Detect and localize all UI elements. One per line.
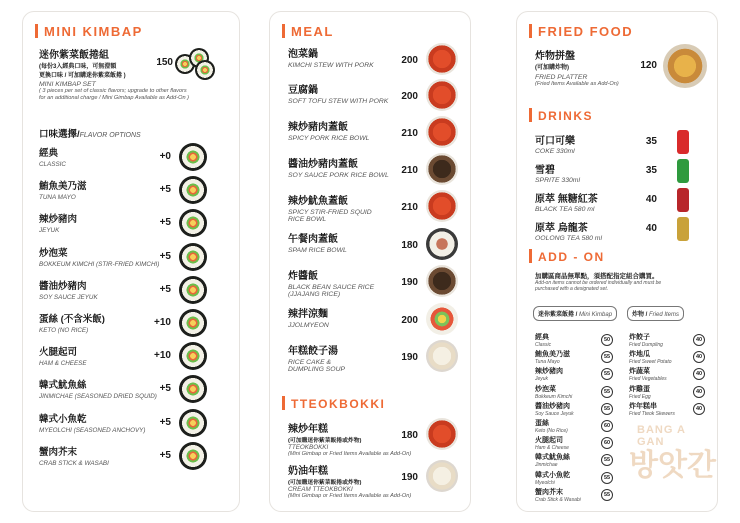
drinks-title: DRINKS — [529, 108, 593, 123]
watermark-en: BANG A GAN — [637, 424, 686, 448]
kimbap-roll-image — [179, 176, 207, 204]
meal-image — [426, 153, 458, 185]
add-on-fried-item — [629, 349, 672, 365]
meal-item — [288, 342, 345, 373]
flavor-en: JINMICHAE (SEASONED DRIED SQUID) — [39, 393, 157, 401]
kimbap-set-sub2: 更換口味 / 可加購迷你紫菜飯捲 ) — [39, 73, 126, 79]
meal-item — [288, 118, 369, 142]
drink-can-image — [677, 159, 689, 183]
flavor-item — [39, 411, 145, 434]
meal-title: MEAL — [282, 24, 334, 39]
drink-name: 原萃 烏龍茶 — [535, 223, 588, 234]
meal-name: 辣炒魷魚蓋飯 — [288, 196, 348, 207]
add-on-fried-box: 炸物 / Fried Items — [627, 306, 684, 321]
flavor-price: +5 — [159, 283, 171, 295]
flavor-item — [39, 344, 87, 367]
add-on-fried-price: 40 — [693, 386, 705, 398]
flavor-price: +5 — [159, 416, 171, 428]
add-on-kimbap-en: Ham & Cheese — [535, 445, 569, 452]
meal-en: SPAM RICE BOWL — [288, 247, 347, 254]
add-on-fried-item — [629, 384, 651, 400]
kimbap-roll-image — [179, 276, 207, 304]
add-on-fried-name: 炸餃子 — [629, 334, 650, 341]
add-on-fried-name: 炸年糕串 — [629, 402, 657, 410]
meal-price: 210 — [401, 165, 418, 176]
add-on-kimbap-item — [535, 401, 574, 417]
add-on-kimbap-item — [535, 366, 563, 382]
add-on-kimbap-price: 55 — [601, 386, 613, 398]
meal-image — [426, 265, 458, 297]
add-on-kimbap-price: 60 — [601, 420, 613, 432]
flavor-en: MYEOLCHI (SEASONED ANCHOVY) — [39, 426, 146, 434]
drink-name: 原萃 無糖紅茶 — [535, 194, 598, 205]
tteokbokki-en: TTEOKBOKKI — [288, 444, 329, 451]
meal-name: 午餐肉蓋飯 — [288, 234, 338, 245]
add-on-fried-name: 炸蔬菜 — [629, 368, 650, 376]
drink-item — [535, 190, 598, 213]
flavor-name: 火腿起司 — [39, 347, 78, 359]
tteokbokki-sub: (可加購迷你紫菜飯捲或炸物) — [288, 438, 362, 444]
flavor-item — [39, 311, 105, 334]
meal-price: 180 — [401, 240, 418, 251]
meal-price: 210 — [401, 202, 418, 213]
meal-name: 醬油炒豬肉蓋飯 — [288, 159, 358, 170]
add-on-kimbap-price: 55 — [601, 368, 613, 380]
meal-item — [288, 45, 374, 69]
meal-price: 190 — [401, 277, 418, 288]
add-on-kimbap-price: 55 — [601, 489, 613, 501]
flavor-price: +5 — [159, 383, 171, 395]
meal-name: 炸醬飯 — [288, 271, 318, 282]
meal-image — [426, 43, 458, 75]
flavor-name: 韓式魷魚絲 — [39, 380, 87, 392]
meal-price: 200 — [401, 91, 418, 102]
meal-en: BLACK BEAN SAUCE RICE — [288, 284, 375, 291]
tteokbokki-image — [426, 460, 458, 492]
kimbap-set-en-sub2: for an additional charge / Mini Gimbap Available as Add-On ) — [39, 95, 189, 101]
meal-name: 泡菜鍋 — [288, 49, 318, 60]
fried-platter-en: FRIED PLATTER — [535, 74, 588, 81]
flavor-name: 鮪魚美乃滋 — [39, 181, 87, 193]
tteokbokki-name: 辣炒年糕 — [288, 424, 328, 435]
flavor-price: +10 — [154, 350, 171, 362]
meal-en-line2: (JJAJANG RICE) — [288, 291, 341, 298]
meal-en: SOFT TOFU STEW WITH PORK — [288, 98, 389, 105]
drink-can-image — [677, 217, 689, 241]
add-on-fried-name: 炸地瓜 — [629, 351, 650, 359]
flavor-item — [39, 211, 77, 234]
flavor-en: KETO (NO RICE) — [39, 327, 89, 334]
meal-en-line2: RICE BOWL — [288, 216, 327, 223]
fried-platter-image — [663, 44, 707, 88]
drink-en: OOLONG TEA 580 ml — [535, 235, 602, 242]
meal-item — [288, 267, 374, 298]
add-on-kimbap-item — [535, 487, 581, 503]
flavor-item — [39, 178, 87, 201]
flavor-en: CRAB STICK & WASABI — [39, 459, 109, 467]
kimbap-set-item — [39, 46, 189, 102]
fried-platter-name: 炸物拼盤 — [535, 51, 575, 62]
tteokbokki-price: 180 — [401, 430, 418, 441]
kimbap-set-en: MINI KIMBAP SET — [39, 81, 96, 88]
tteokbokki-name: 奶油年糕 — [288, 466, 328, 477]
flavor-price: +5 — [159, 250, 171, 262]
add-on-note: 加購區商品無單點，須搭配指定組合購買。 Add-on items cannot be ordered individually and must be purchased with a designated set. — [535, 273, 662, 292]
add-on-kimbap-item — [535, 349, 570, 365]
add-on-kimbap-en: Bokkeum Kimchi — [535, 393, 573, 400]
fried-platter-item — [535, 47, 619, 88]
meal-price: 210 — [401, 128, 418, 139]
add-on-kimbap-en: Myeolchi — [535, 479, 555, 486]
kimbap-set-name: 迷你紫菜飯捲組 — [39, 50, 109, 61]
tteokbokki-title: TTEOKBOKKI — [282, 396, 385, 411]
add-on-kimbap-item — [535, 332, 551, 348]
drink-en: BLACK TEA 580 ml — [535, 206, 595, 213]
meal-en: JJOLMYEON — [288, 322, 329, 329]
kimbap-roll-image — [179, 342, 207, 370]
add-on-fried-name: 炸雞蛋 — [629, 385, 650, 393]
kimbap-roll-image — [179, 375, 207, 403]
add-on-kimbap-price: 60 — [601, 437, 613, 449]
add-on-fried-price: 40 — [693, 351, 705, 363]
meal-en: SPICY STIR-FRIED SQUID — [288, 209, 372, 216]
kimbap-set-image — [175, 48, 217, 82]
add-on-kimbap-item — [535, 384, 572, 400]
flavor-name: 韓式小魚乾 — [39, 413, 87, 425]
meal-image — [426, 303, 458, 335]
add-on-kimbap-name: 醬油炒豬肉 — [535, 402, 570, 410]
drink-item — [535, 132, 575, 155]
flavor-en: TUNA MAYO — [39, 194, 76, 202]
add-on-kimbap-name: 辣炒豬肉 — [535, 368, 563, 376]
add-on-fried-en: Fried Tteok Skewers — [629, 410, 675, 417]
meal-en: KIMCHI STEW WITH PORK — [288, 62, 374, 69]
add-on-fried-en: Fried Sweet Potato — [629, 359, 672, 366]
tteokbokki-en: CREAM TTEOKBOKKI — [288, 486, 353, 493]
add-on-kimbap-name: 蛋絲 — [535, 420, 549, 427]
meal-image — [426, 190, 458, 222]
meal-en-line2: DUMPLING SOUP — [288, 366, 346, 373]
flavor-price: +10 — [154, 317, 171, 328]
add-on-fried-en: Fried Dumpling — [629, 342, 663, 348]
flavor-price: +5 — [159, 217, 171, 229]
kimbap-roll-image — [179, 243, 207, 271]
tteokbokki-en-sub: (Mini Gimbap or Fried Items Available as Add-On) — [288, 451, 412, 457]
add-on-fried-en: Fried Egg — [629, 393, 651, 400]
meal-image — [426, 340, 458, 372]
flavor-item — [39, 145, 66, 168]
kimbap-set-sub1: (每份3入經典口味，可無澄額 — [39, 64, 117, 70]
meal-name: 辣炒豬肉蓋飯 — [288, 122, 348, 133]
add-on-fried-price: 40 — [693, 368, 705, 380]
kimbap-roll-image — [179, 442, 207, 470]
add-on-kimbap-price: 55 — [601, 403, 613, 415]
meal-price: 190 — [401, 352, 418, 363]
meal-name: 年糕餃子湯 — [288, 346, 338, 357]
flavor-name: 蟹肉芥末 — [39, 446, 78, 458]
add-on-kimbap-en: Keto (No Rice) — [535, 428, 568, 434]
kimbap-set-price: 150 — [156, 57, 173, 68]
add-on-kimbap-name: 鮪魚美乃滋 — [535, 351, 570, 359]
tteokbokki-image — [426, 418, 458, 450]
add-on-kimbap-price: 50 — [601, 334, 613, 346]
meal-item — [288, 192, 372, 223]
flavor-name: 炒泡菜 — [39, 247, 68, 259]
flavor-price: +5 — [159, 184, 171, 196]
meal-name: 辣拌涼麵 — [288, 309, 328, 320]
tteokbokki-sub: (可加購迷你紫菜飯捲或炸物) — [288, 480, 362, 486]
flavor-item — [39, 278, 98, 301]
add-on-fried-en: Fried Vegetables — [629, 376, 667, 383]
mini-kimbap-panel — [22, 11, 240, 512]
drink-price: 40 — [645, 194, 657, 205]
add-on-kimbap-en: Jeyuk — [535, 376, 549, 383]
add-on-kimbap-name: 炒泡菜 — [535, 385, 556, 393]
meal-item — [288, 305, 329, 329]
add-on-kimbap-name: 經典 — [535, 334, 549, 341]
flavor-en: HAM & CHEESE — [39, 360, 87, 368]
add-on-fried-item — [629, 401, 675, 417]
meal-item — [288, 155, 389, 179]
flavor-name: 辣炒豬肉 — [39, 214, 78, 226]
drink-name: 可口可樂 — [535, 136, 575, 147]
flavor-en: SOY SAUCE JEYUK — [39, 293, 98, 301]
flavor-en: CLASSIC — [39, 161, 66, 168]
kimbap-set-en-sub1: ( 3 pieces per set of classic flavors; upgrade to other flavors — [39, 88, 187, 94]
drink-name: 雪碧 — [535, 165, 555, 176]
tteokbokki-price: 190 — [401, 472, 418, 483]
meal-price: 200 — [401, 55, 418, 66]
add-on-kimbap-price: 55 — [601, 472, 613, 484]
fried-drinks-addon-panel — [516, 11, 718, 512]
meal-image — [426, 116, 458, 148]
drink-en: SPRITE 330ml — [535, 177, 580, 184]
flavor-options-heading: 口味選擇/FLAVOR OPTIONS — [39, 129, 141, 140]
add-on-title: ADD - ON — [529, 249, 605, 264]
meal-item — [288, 230, 347, 254]
flavor-name: 經典 — [39, 148, 59, 159]
meal-price: 200 — [401, 315, 418, 326]
drink-can-image — [677, 188, 689, 212]
add-on-kimbap-item — [535, 470, 570, 486]
flavor-item — [39, 444, 109, 467]
add-on-kimbap-name: 韓式魷魚絲 — [535, 454, 570, 462]
add-on-kimbap-name: 蟹肉芥末 — [535, 488, 563, 496]
meal-panel — [269, 11, 471, 512]
drink-price: 40 — [645, 223, 657, 234]
drink-price: 35 — [645, 136, 657, 147]
meal-image — [426, 228, 458, 260]
add-on-kimbap-en: Jinmichae — [535, 462, 558, 469]
add-on-fried-price: 40 — [693, 334, 705, 346]
add-on-fried-price: 40 — [693, 403, 705, 415]
watermark-ko: 방앗간 — [629, 449, 716, 482]
add-on-kimbap-en: Crab Stick & Wasabi — [535, 496, 581, 503]
add-on-kimbap-item — [535, 452, 570, 468]
add-on-fried-item — [629, 366, 667, 382]
fried-platter-price: 120 — [640, 60, 657, 71]
flavor-price: +0 — [159, 151, 171, 162]
meal-name: 豆腐鍋 — [288, 85, 318, 96]
flavor-name: 醬油炒豬肉 — [39, 280, 87, 292]
kimbap-roll-image — [179, 143, 207, 171]
fried-platter-sub: (可加購炸物) — [535, 65, 569, 71]
kimbap-roll-image — [179, 409, 207, 437]
flavor-price: +5 — [159, 449, 171, 461]
add-on-kimbap-name: 火腿起司 — [535, 437, 563, 445]
fried-food-title: FRIED FOOD — [529, 24, 633, 39]
add-on-kimbap-box: 迷你紫菜飯捲 / Mini Kimbap — [533, 306, 617, 321]
drink-price: 35 — [645, 165, 657, 176]
meal-image — [426, 79, 458, 111]
flavor-item — [39, 377, 157, 400]
kimbap-roll-image — [179, 309, 207, 337]
drink-can-image — [677, 130, 689, 154]
drink-item — [535, 161, 580, 184]
meal-en: RICE CAKE & — [288, 359, 332, 366]
tteokbokki-en-sub: (Mini Gimbap or Fried Items Available as Add-On) — [288, 493, 412, 499]
flavor-name: 蛋絲 (不含米飯) — [39, 314, 105, 325]
meal-en: SPICY PORK RICE BOWL — [288, 135, 370, 142]
kimbap-roll-image — [179, 209, 207, 237]
drink-en: COKE 330ml — [535, 148, 575, 155]
add-on-kimbap-price: 55 — [601, 454, 613, 466]
add-on-kimbap-price: 55 — [601, 351, 613, 363]
fried-platter-en-sub: (Fried Items Available as Add-On) — [535, 81, 619, 87]
add-on-kimbap-item — [535, 435, 569, 451]
flavor-en: JEYUK — [39, 227, 60, 235]
add-on-kimbap-item — [535, 418, 568, 434]
add-on-kimbap-name: 韓式小魚乾 — [535, 471, 570, 479]
meal-item — [288, 81, 388, 105]
meal-en: SOY SAUCE PORK RICE BOWL — [288, 172, 389, 179]
add-on-kimbap-en: Soy Sauce Jeyuk — [535, 410, 574, 417]
drink-item — [535, 219, 602, 242]
add-on-fried-item — [629, 332, 663, 348]
mini-kimbap-title: MINI KIMBAP — [35, 24, 143, 39]
add-on-kimbap-en: Tuna Mayo — [535, 359, 560, 366]
add-on-kimbap-en: Classic — [535, 342, 552, 348]
flavor-en: BOKKEUM KIMCHI (STIR-FRIED KIMCHI) — [39, 260, 160, 268]
